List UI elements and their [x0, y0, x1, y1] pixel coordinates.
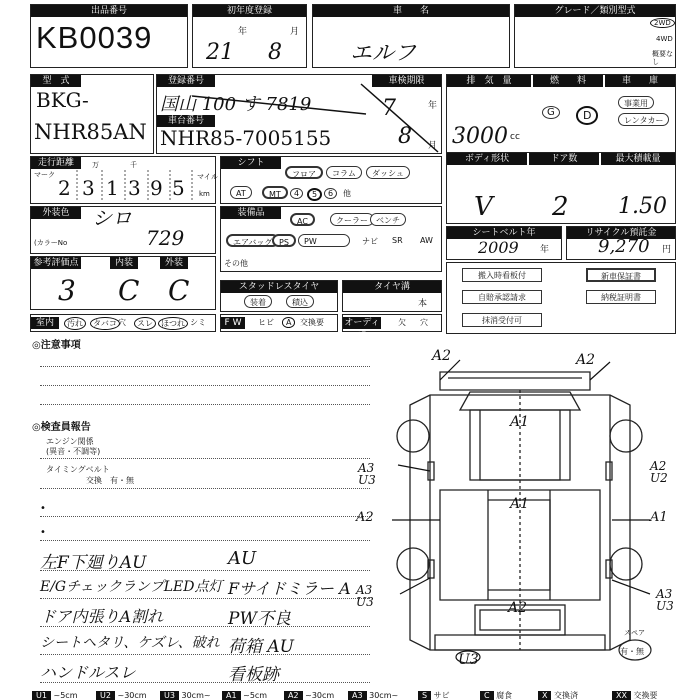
note-line-2 [40, 540, 370, 541]
equip-cooler: クーラー [330, 213, 374, 226]
scale-x: X 交換済 [538, 690, 578, 700]
mileage-mark: マーク [34, 171, 55, 179]
exterior-grade-header: 外装 [160, 257, 188, 269]
mark-a2-top-left: A2 [432, 348, 452, 364]
drive-2wd: 2WD [650, 18, 675, 28]
scale-u1: U1 ~5cm [32, 690, 77, 700]
seatbelt-header: シートベルト年 [447, 227, 561, 239]
mark-a3-left-front: A3 U3 [358, 461, 376, 487]
note-left-4: シートヘタリ、ケズレ、破れ [40, 635, 220, 651]
shift-header: シフト [221, 157, 281, 169]
drive-none: 概要なし [652, 50, 673, 66]
chassis-value: NHR85-7005155 [160, 126, 332, 150]
studless-fitted: 装着 [244, 295, 272, 308]
scale-u2: U2 ~30cm [96, 690, 147, 700]
usage-rental: レンタカー [618, 113, 669, 126]
equip-ac: AC [290, 213, 315, 226]
fuel-g: G [542, 106, 560, 119]
color-no-label: (カラーNo [34, 239, 68, 247]
timing-sub: 交換 有・無 [86, 476, 134, 485]
audio-hole: 穴 [420, 318, 428, 327]
mileage-header: 走行距離 [31, 157, 81, 169]
caution-line-3 [40, 404, 370, 405]
mark-a2-top-right: A2 [576, 352, 596, 368]
recycle-value: 9,270 [598, 236, 650, 257]
unit-km: km [199, 190, 210, 198]
equip-ps: PS [272, 234, 296, 247]
caution-line-1 [40, 366, 370, 367]
audio-missing: 欠 [398, 318, 406, 327]
first-reg-month: 8 [268, 40, 282, 65]
model-type-header: 型 式 [31, 75, 81, 87]
inspection-header: 車検期限 [372, 75, 441, 87]
unit-mile: マイル [197, 173, 218, 181]
interior-tobacco: タバコ [90, 317, 120, 330]
note-left-5: ハンドルスレ [40, 663, 136, 682]
equip-bench: ベンチ [370, 213, 406, 226]
spare-label: スペア [624, 629, 645, 637]
scale-a1: A1 ~5cm [222, 690, 267, 700]
shift-column: コラム [326, 166, 362, 179]
doors-header: ドア数 [529, 153, 599, 165]
mark-a1-bed: A1 [510, 496, 530, 512]
bullet-2: • [40, 527, 46, 538]
recycle-header: リサイクル預託金 [567, 227, 675, 239]
overall-grade-value: 3 [58, 274, 76, 307]
first-registration-header: 初年度登録 [193, 5, 306, 17]
tire-header: タイヤ溝 [343, 281, 441, 293]
displacement-value: 3000 [452, 124, 508, 149]
note-right-3: PW不良 [228, 609, 291, 629]
displacement-unit: cc [510, 132, 520, 142]
mileage-digit-6: 5 [172, 176, 185, 200]
inspection-year-unit: 年 [428, 101, 438, 111]
doc-deregistration: 抹消受付可 [462, 313, 542, 327]
engine-label: エンジン関係 [46, 437, 94, 446]
engine-line [40, 458, 370, 459]
mileage-digit-1: 2 [58, 176, 71, 200]
scale-a2: A2 ~30cm [284, 690, 334, 700]
scale-s: S サビ [418, 690, 450, 700]
grade-header: グレード／類別型式 [515, 5, 675, 17]
equip-aw: AW [420, 236, 433, 245]
inspection-month: 8 [398, 124, 412, 149]
shift-dash: ダッシュ [366, 166, 410, 179]
note-line-1 [40, 516, 370, 517]
doc-warranty: 新車保証書 [586, 268, 656, 282]
note-line-4 [40, 598, 370, 599]
fw-crack: ヒビ [258, 318, 274, 327]
doc-insurance: 自賠承認請求 [462, 290, 542, 304]
drive-4wd: 4WD [656, 35, 673, 43]
body-type-value: V [474, 192, 493, 222]
color-no-value: 729 [146, 226, 185, 250]
shift-5: 5 [307, 188, 322, 201]
equip-navi: ナビ [362, 237, 378, 246]
usage-business: 事業用 [618, 96, 654, 109]
mileage-digit-2: 3 [82, 176, 95, 200]
note-line-3 [40, 570, 370, 571]
scale-legend [0, 690, 700, 700]
model-type-value2: NHR85AN [34, 120, 147, 144]
color-header: 外装色 [31, 207, 81, 219]
note-left-3: ドア内張りA割れ [40, 607, 164, 626]
inspection-month-unit: 月 [428, 141, 438, 151]
shift-other: 他 [343, 189, 351, 198]
mark-a2-tailgate: A2 [508, 600, 528, 616]
shift-6: 6 [324, 188, 337, 199]
note-line-5 [40, 626, 370, 627]
scale-u3: U3 30cm~ [160, 690, 211, 700]
capacity-header: 最大積載量 [601, 153, 675, 165]
studless-loaded: 積込 [286, 295, 314, 308]
mileage-dividers [30, 156, 216, 204]
mark-a3-right-rear: A3 U3 [656, 587, 674, 613]
interior-dirt: 汚れ [64, 317, 86, 330]
first-reg-year: 21 [206, 40, 234, 65]
mileage-digit-3: 1 [106, 176, 119, 200]
engine-sub: (異音・不調等) [46, 447, 101, 456]
interior-scuff: スレ [134, 317, 156, 330]
spare-value: 有・無 [620, 647, 644, 656]
year-unit: 年 [238, 27, 248, 37]
mileage-digit-5: 9 [150, 176, 163, 200]
note-right-2: Fサイドミラー A [228, 579, 351, 598]
mark-a1-right: A1 [650, 510, 668, 525]
seatbelt-unit: 年 [540, 245, 550, 255]
interior-stain: シミ [190, 318, 206, 327]
mark-u3-bumper: U3 [458, 652, 479, 668]
tire-unit: 本 [418, 299, 428, 309]
equip-sr: SR [392, 236, 403, 245]
fw-replace: 交換要 [300, 318, 324, 327]
exterior-grade-value: C [168, 274, 190, 307]
recycle-unit: 円 [662, 245, 672, 255]
note-right-5: 看板跡 [228, 665, 279, 685]
usage-header: 車 庫 [605, 75, 675, 87]
inspector-label: ◎検査員報告 [32, 422, 91, 433]
note-line-7 [40, 682, 370, 683]
interior-condition-header: 室内 [31, 317, 59, 329]
mark-a1-cab: A1 [510, 414, 530, 430]
unit-man: 万 [92, 161, 99, 169]
mark-a3-left-rear: A3 U3 [356, 583, 374, 609]
body-type-header: ボディ形状 [447, 153, 527, 165]
doc-tax: 納税証明書 [586, 290, 656, 304]
equip-pw: PW [298, 234, 350, 247]
note-right-1: AU [228, 548, 257, 569]
mark-a2-right-front: A2 U2 [650, 459, 668, 485]
reg-number-value: 国山 100 す 7819 [160, 94, 312, 115]
shift-at: AT [230, 186, 252, 199]
fuel-header: 燃 料 [533, 75, 603, 87]
interior-grade-header: 内装 [110, 257, 138, 269]
timing-line [40, 488, 370, 489]
interior-fray: ほつれ [158, 317, 188, 330]
lot-number-header: 出品番号 [31, 5, 187, 17]
note-left-2: E/GチェックランプLED点灯 [40, 579, 223, 595]
doc-signboard: 搬入時看板付 [462, 268, 542, 282]
caution-line-2 [40, 385, 370, 386]
fw-a: A [282, 317, 295, 328]
mileage-digit-4: 3 [128, 176, 141, 200]
sheet-id: KB0039 [36, 20, 153, 55]
shift-4: 4 [290, 188, 303, 199]
fuel-d: D [576, 106, 598, 125]
scale-a3: A3 30cm~ [348, 690, 398, 700]
equip-airbag: エアバッグ [226, 234, 279, 247]
audio-header: オーディオ [344, 318, 380, 340]
seatbelt-value: 2009 [478, 238, 519, 257]
equip-other-label: その他 [224, 259, 248, 268]
bullet-1: • [40, 503, 46, 514]
scale-c: C 腐食 [480, 690, 512, 700]
studless-header: スタッドレスタイヤ [221, 281, 337, 293]
vehicle-name: エルフ [350, 41, 417, 66]
timing-label: タイミングベルト [46, 465, 110, 474]
interior-grade-value: C [118, 274, 140, 307]
note-left-1: 左F下廻りAU [40, 553, 147, 573]
mark-a2-left: A2 [356, 510, 374, 525]
month-unit: 月 [290, 27, 300, 37]
capacity-value: 1.50 [618, 194, 667, 219]
note-right-4: 荷箱 AU [228, 637, 295, 657]
model-type-value: BKG- [36, 88, 89, 112]
fw-header: F W [221, 317, 245, 329]
doors-value: 2 [552, 192, 569, 222]
shift-mt: MT [262, 186, 288, 199]
scale-xx: XX 交換要 [612, 690, 658, 700]
note-line-6 [40, 654, 370, 655]
inspection-year: 7 [382, 96, 396, 121]
unit-sen: 千 [130, 161, 137, 169]
interior-hole: 穴 [118, 318, 126, 327]
overall-grade-header: 参考評価点 [31, 257, 81, 269]
equipment-header: 装備品 [221, 207, 281, 219]
chassis-header: 車台番号 [157, 115, 215, 127]
vehicle-name-header: 車 名 [313, 5, 509, 17]
reg-number-header: 登録番号 [157, 75, 215, 87]
displacement-header: 排 気 量 [447, 75, 531, 87]
caution-label: ◎注意事項 [32, 340, 81, 351]
shift-floor: フロア [285, 166, 323, 179]
color-value: シロ [92, 206, 132, 230]
